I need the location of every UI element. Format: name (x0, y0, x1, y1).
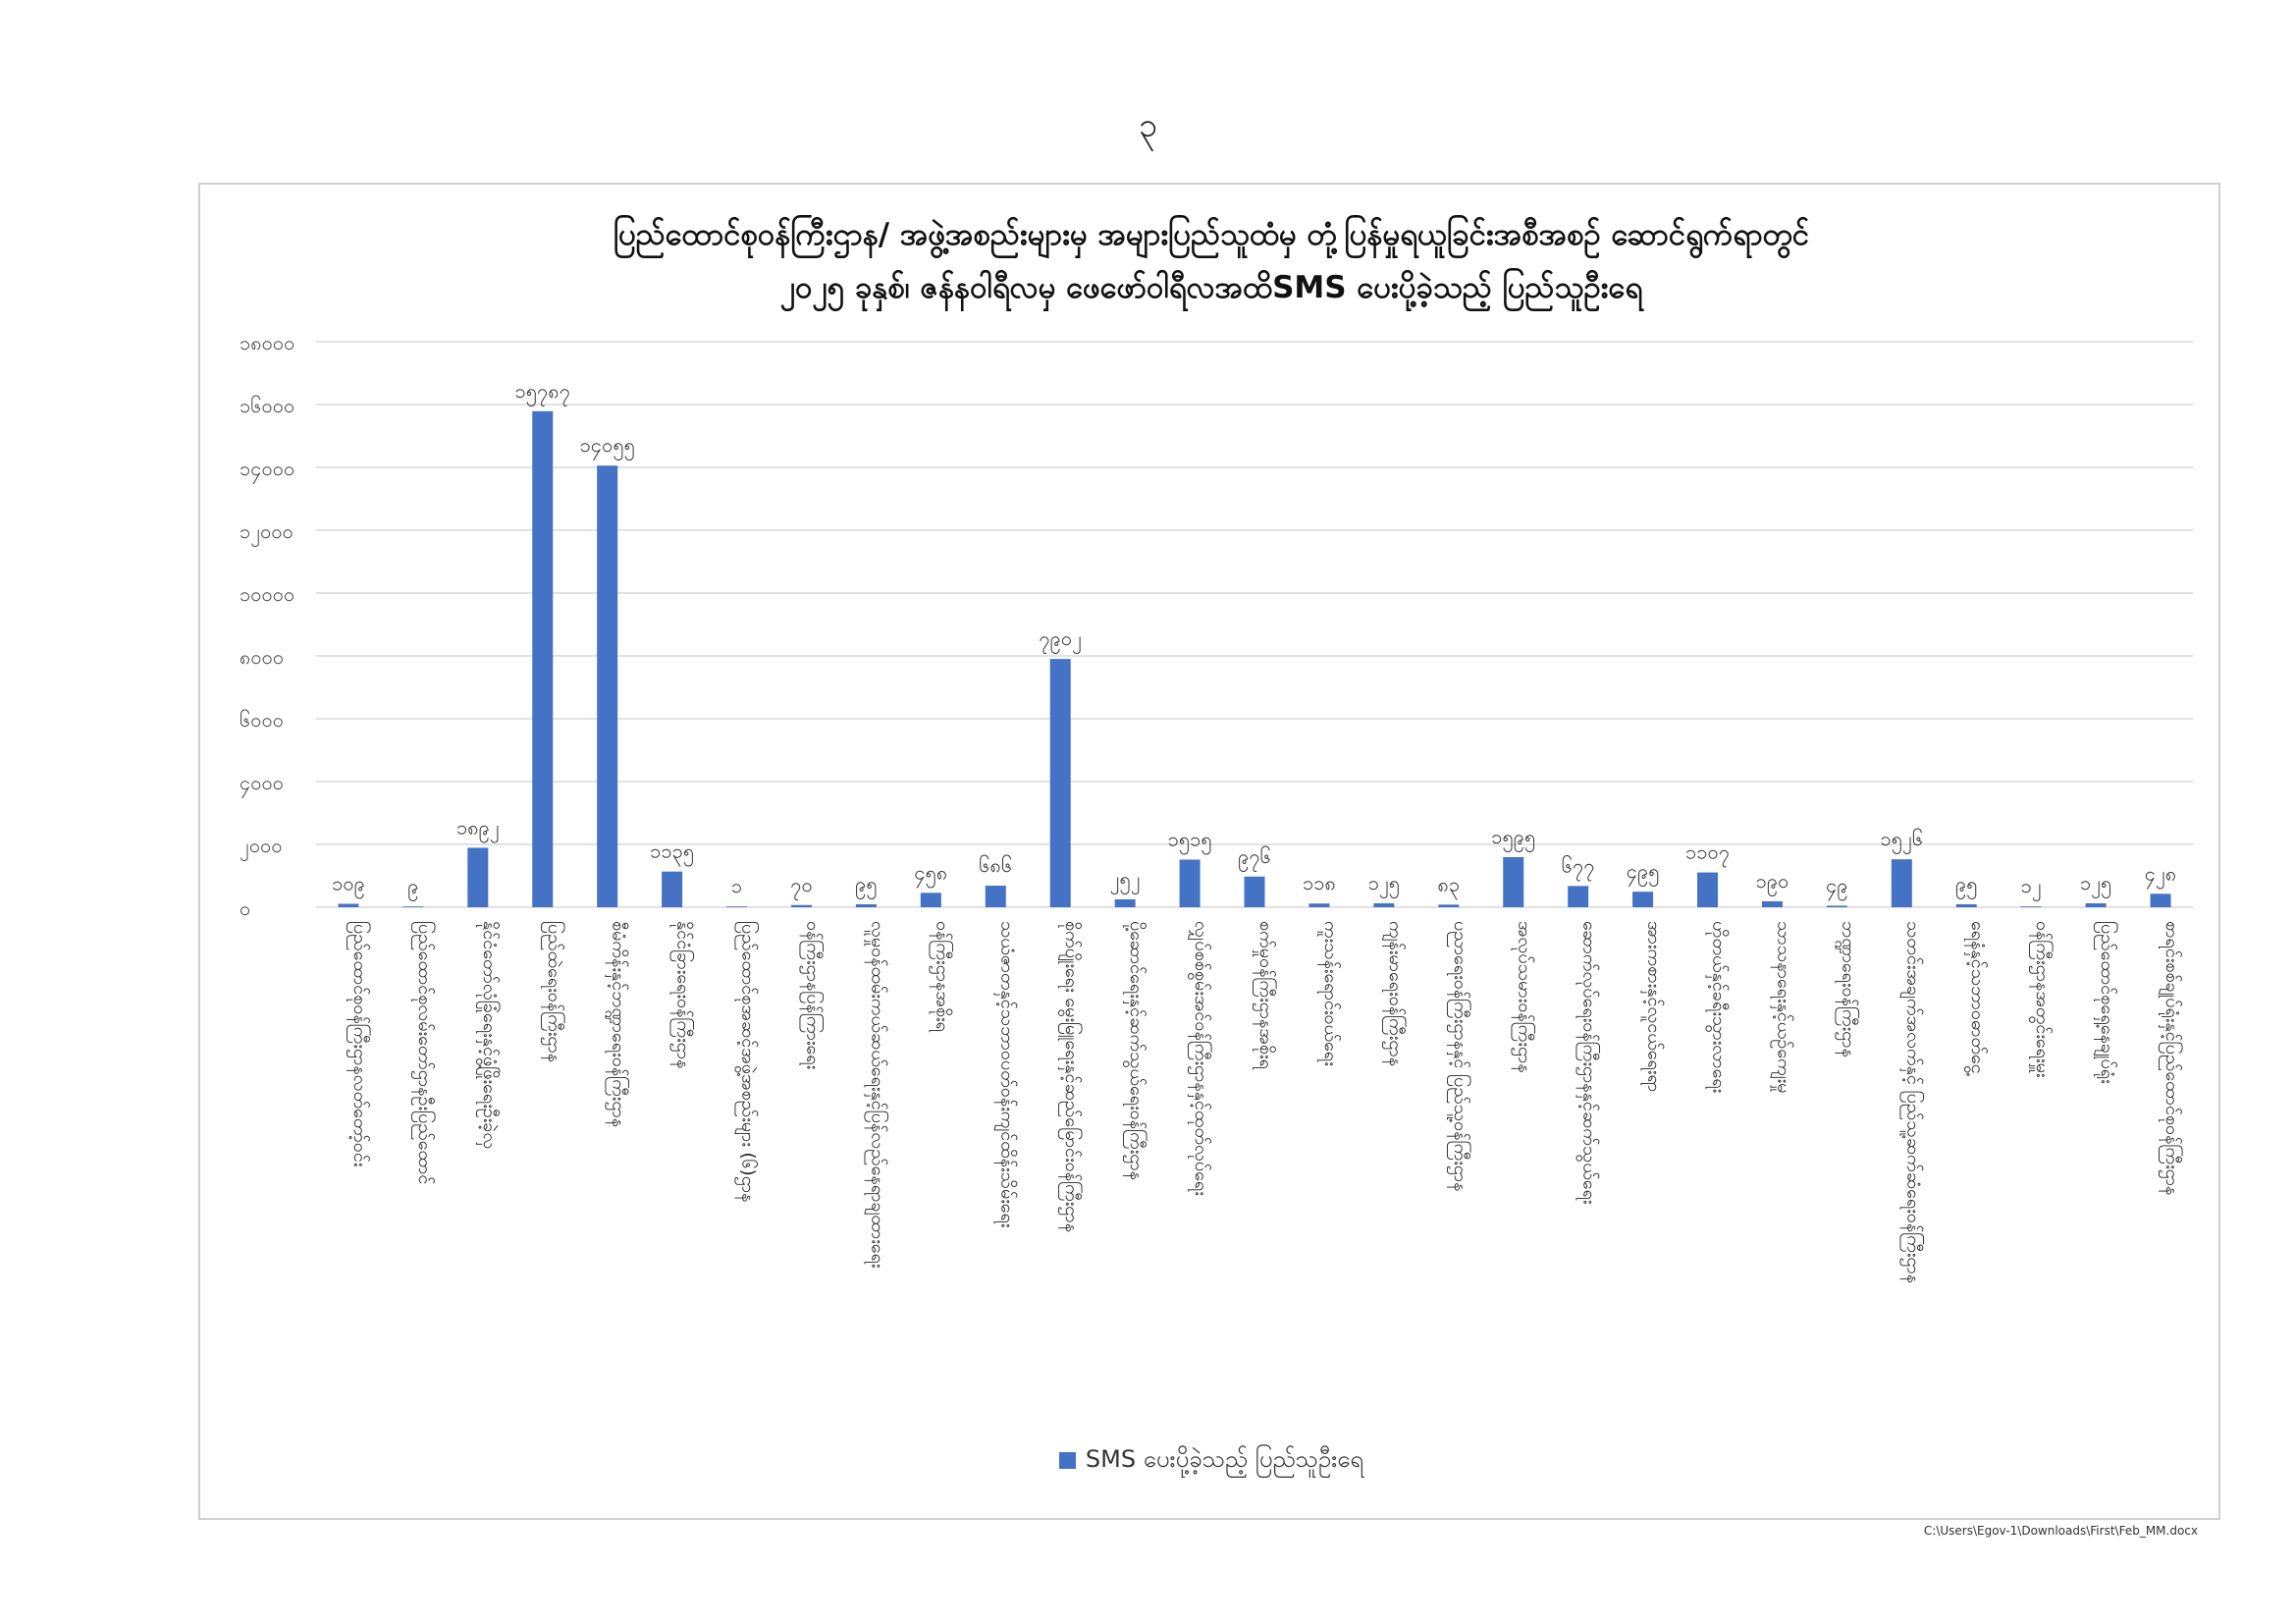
category-label: ရေနံနှင့်သဘာဝဓာတ်ငွေ့ (1967, 921, 1989, 1074)
data-label: ၂၅၂ (1109, 866, 1141, 891)
bar (1050, 659, 1071, 907)
bar (1956, 904, 1977, 907)
data-label: ၁၀၉ (332, 871, 365, 895)
data-label: ၄၉ (1826, 873, 1848, 897)
bar (597, 465, 617, 907)
legend-label: SMS ပေးပို့ခဲ့သည့် ပြည်သူဦးရေ (1085, 1445, 1364, 1473)
data-label: ၉၇၆ (1238, 843, 1271, 868)
data-label: ၉၅ (855, 871, 878, 895)
bar (856, 904, 877, 907)
bar (986, 886, 1006, 907)
y-tick-label: ၁၈၀၀၀ (240, 331, 295, 354)
category-label: နိုင်ငံခြားရေးဝန်ကြီးဌာန (672, 921, 694, 1069)
category-label: စာရင်းစစ်ချုပ်ရုံးနှင့်ပြည်ထောင်စုဝန်ကြီးဌာန (2162, 921, 2183, 1196)
legend-swatch (1059, 1452, 1076, 1469)
category-label: ဝန်ကြီးဌာနအစိုးရ (932, 921, 953, 1032)
category-label: သာသနာရေးနှင့်ယဉ်ကျေးမှု (1773, 921, 1794, 1094)
data-label: ၁၂၅ (2079, 871, 2112, 894)
bar (338, 904, 358, 907)
bar (2151, 893, 2171, 907)
data-label: ၁၈၉၂ (455, 815, 500, 839)
data-label: ၉ (407, 874, 419, 898)
bar (921, 893, 941, 907)
y-tick-label: ၁၄၀၀၀ (240, 457, 295, 480)
data-label: ၆၈၆ (979, 853, 1013, 878)
category-label: ပြည်ထောင်စုအဆင့်အဖွဲ့အစည်းများ (၆)ဌာန (737, 921, 759, 1203)
category-label: အားကစားနှင့်လူငယ်ရေးရာ (1643, 921, 1665, 1093)
data-label: ၁၅၇၈၇ (514, 378, 570, 403)
bar (1438, 904, 1459, 907)
category-label: စက်မှုဝန်ကြီးဌာနအစိုးရ (1255, 921, 1276, 1069)
y-tick-label: ၀ (240, 896, 251, 920)
bar (1308, 903, 1329, 907)
y-tick-label: ၁၂၀၀၀ (240, 519, 294, 543)
bar (662, 872, 682, 907)
chart-title-line-1: ပြည်ထောင်စုဝန်ကြီးဌာန/ အဖွဲ့အစည်းများမှ အများပြည်သူထံမှ တုံ့ပြန်မှုရယူခြင်းအစီအစဉ် ဆောင်ရွက်ရာတွင် (613, 217, 1810, 252)
data-label: ၇၉၀၂ (1039, 626, 1082, 651)
bar (467, 847, 488, 907)
data-label: ၁ (730, 874, 743, 898)
data-label: ၁၅၉၅ (1491, 824, 1536, 848)
data-label: ၄၅၈ (914, 860, 948, 885)
data-label: ၁၂၅ (1367, 871, 1401, 894)
data-label: ၁၁၃၅ (650, 839, 695, 863)
data-label: ၇၀ (790, 872, 813, 896)
data-label: ၁၂ (2020, 874, 2042, 898)
data-label: ၆၇၇ (1561, 853, 1595, 878)
data-label: ၉၅ (1954, 871, 1978, 895)
y-tick-label: ၂၀၀၀ (240, 834, 283, 857)
data-label: ၈၃ (1437, 872, 1461, 896)
bar (2021, 906, 2042, 907)
bar (1632, 892, 1653, 907)
y-tick-label: ၆၀၀၀ (240, 708, 284, 731)
y-tick-label: ၁၆၀၀၀ (240, 394, 295, 417)
x-axis-category-labels (347, 921, 2183, 1283)
bar (532, 411, 553, 907)
bar (1180, 860, 1201, 907)
bar (1827, 905, 1847, 907)
page-number: ၃ (1138, 106, 1158, 145)
bar (1568, 886, 1588, 907)
category-label: စီမံကိန်းနှင့်ဘဏ္ဍာရေးဝန်ကြီးဌာန (608, 921, 629, 1128)
bar (2086, 903, 2107, 907)
y-axis-ticks (240, 331, 294, 920)
category-label: ဟိုတယ်နှင့်ခရီးသွားလာရေး (1708, 921, 1730, 1094)
data-label: ၁၄၀၅၅ (579, 433, 635, 458)
y-tick-label: ၈၀၀၀ (240, 645, 285, 669)
category-label: အလုပ်သမားဝန်ကြီးဌာန (1514, 921, 1535, 1073)
bar (791, 905, 812, 907)
category-label: ကျန်းမာရေးဝန်ကြီးဌာန (1384, 921, 1406, 1067)
bar (1503, 857, 1523, 907)
data-label: ၁၅၁၅ (1167, 827, 1212, 851)
data-label: ၁၁၀၇ (1685, 839, 1731, 864)
data-label: ၁၅၂၆ (1880, 827, 1924, 851)
category-label: ဝန်ကြီးဌာနပြန်ကြားရေး (802, 921, 824, 1070)
category-label: ဝန်ကြီးဌာနအတွင်းရေးမှူး (2032, 921, 2054, 1078)
category-label: ပြည်ထောင်စုရှေ့နေချုပ်ရုံး (2097, 921, 2118, 1084)
y-tick-label: ၁၀၀၀၀ (240, 582, 295, 606)
bar (1697, 873, 1718, 907)
data-label: ၄၉၅ (1626, 859, 1660, 884)
bar (1762, 901, 1783, 907)
data-label: ၁၉၀ (1755, 868, 1789, 893)
bar (1892, 859, 1912, 907)
footer-file-path: C:\Users\Egov-1\Downloads\First\Feb_MM.docx (1923, 1524, 2198, 1538)
category-label: စိုက်ပျိုးရေး မွေးမြူရေးနှင့်ဆည်မြောင်းဝန်ကြီးဌာန (1061, 921, 1083, 1233)
category-label: ပို့ဆောင်ရေးနှင့်ဆက်သွယ်ရေးဝန်ကြီးဌာန (1126, 921, 1148, 1180)
chart-frame (198, 183, 2220, 1520)
category-label: ဆောက်လုပ်ရေးဝန်ကြီးဌာနနှင့်ဆက်သွယ်ရေး (1578, 921, 1600, 1205)
category-label: လူမှုဝန်ထမ်းကယ်ဆယ်ရေးနှင့်ပြန်လည်နေရာချထားရေး (867, 921, 888, 1269)
chart-title-line-2: ၂၀၂၅ ခုနှစ်၊ ဇန်နဝါရီလမှ ဖေဖော်ဝါရီလအထိSMS ပေးပို့ခဲ့သည့် ပြည်သူဦးရေ (779, 270, 1643, 305)
category-label: ပြည်ထောင်စုဝန်ကြီးဌာနလတ်တော့်ဝင်း (348, 921, 370, 1167)
category-label: ကူးသန်းရောင်းဝယ်ရေး (1319, 921, 1341, 1066)
category-label: ပြည်ထဲရေးဝန်ကြီးဌာန (543, 921, 564, 1063)
legend (200, 1443, 2222, 1479)
category-label: နိုင်ငံတော်လုံခြုံရေးနှင့်ဖွံ့ဖြိုးရေးဦးခဲ့လှ (478, 921, 500, 1150)
bar (1373, 903, 1394, 907)
bar (1115, 899, 1136, 907)
data-label: ၁၁၈ (1302, 871, 1336, 895)
y-tick-label: ၄၀၀၀ (240, 771, 284, 794)
bar (402, 906, 423, 907)
category-label: လျှပ်စစ်စွမ်းအင်ဝန်ကြီးဌာနနှင့်ထုတ်လုပ်ရေး (1191, 921, 1212, 1196)
category-label: ပညာရေးဝန်ကြီးဌာနနှင့် ပြည်သူ့ဝန်ကြီးဌာန (1449, 921, 1470, 1192)
bar (1245, 877, 1265, 907)
category-label: ပြည်ထောင်စုလမ်းတော်ဌာနဦးပြည်ထောင် (413, 921, 435, 1185)
category-label: ဘဏ္ဍာရေးဝန်ကြီးဌာန (1838, 921, 1859, 1057)
category-label: သယံဇာတနှင့်သဘာဝပတ်ဝန်းကျင်ထိန်းသိမ်းရေး (996, 921, 1018, 1228)
category-label: သတင်းအချက်အလက်နှင့် ပြည်သူ့ဆက်ဆံရေးဝန်ကြီးဌာန (1902, 921, 1924, 1284)
bar-chart (200, 185, 2222, 1522)
data-label: ၄၂၈ (2144, 861, 2177, 886)
bar (726, 906, 747, 907)
